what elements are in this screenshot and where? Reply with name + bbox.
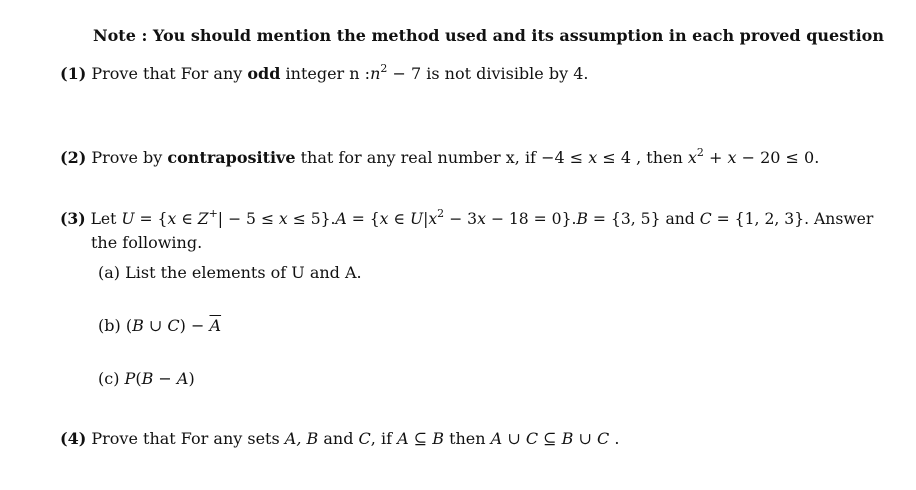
part-b-label: (b) bbox=[98, 316, 121, 335]
question-3-x5: x bbox=[477, 210, 486, 228]
question-3-text-5: ≤ 5}. bbox=[287, 210, 336, 228]
question-3-C: C bbox=[699, 210, 712, 228]
part-c-close-paren: ) bbox=[188, 369, 195, 388]
question-4-subset-1: ⊆ bbox=[408, 429, 433, 448]
note-text: You should mention the method used and its assumption in each proved question bbox=[152, 26, 884, 45]
question-3-text-11: = {3, 5} and bbox=[587, 210, 700, 228]
question-3-zsup: + bbox=[208, 206, 218, 220]
question-3 bbox=[60, 206, 874, 229]
question-4-number: (4) bbox=[60, 429, 87, 448]
question-4-B2: B bbox=[561, 429, 574, 448]
question-4-union-1: ∪ bbox=[502, 429, 526, 448]
question-3-U2: U bbox=[409, 210, 424, 228]
part-a-label: (a) bbox=[98, 263, 121, 282]
question-3-x4: x bbox=[428, 210, 438, 228]
question-3-text-12: = {1, 2, 3}. Answer bbox=[711, 210, 874, 228]
question-3-line-2: the following. bbox=[91, 233, 203, 252]
question-4-A2: A bbox=[490, 429, 503, 448]
question-3-text-10: − 18 = 0}. bbox=[485, 210, 577, 228]
question-3-part-b bbox=[98, 316, 221, 336]
part-c-A: A bbox=[176, 369, 189, 388]
part-c-label: (c) bbox=[98, 369, 120, 388]
part-b-union: ∪ bbox=[143, 316, 168, 335]
question-1-number: (1) bbox=[60, 64, 87, 83]
question-3-text-3: ∈ bbox=[176, 210, 198, 228]
question-4-C: C bbox=[358, 429, 371, 448]
question-4-sets: A, B bbox=[284, 429, 319, 448]
question-1-exponent: 2 bbox=[380, 61, 388, 75]
part-b-A-complement: $\overline{A}$ bbox=[209, 316, 222, 335]
question-4-subset-2: ⊆ bbox=[538, 429, 562, 448]
question-4-C3: C bbox=[596, 429, 610, 448]
question-3-A: A bbox=[335, 210, 347, 228]
question-3-x1: x bbox=[167, 210, 177, 228]
question-3-text-7: ∈ bbox=[388, 210, 410, 228]
question-4-text-5: then bbox=[443, 429, 491, 448]
question-3-U: U bbox=[121, 210, 135, 228]
question-1 bbox=[60, 61, 589, 84]
question-4-text-2: and bbox=[318, 429, 359, 448]
question-1-text-a: Prove that For any bbox=[91, 64, 243, 83]
question-4-B: B bbox=[432, 429, 444, 448]
question-4 bbox=[60, 429, 619, 449]
question-4-union-2: ∪ bbox=[573, 429, 597, 448]
question-2-text-b: that for any real number x, if −4 ≤ bbox=[300, 148, 589, 167]
question-3-text-6: = { bbox=[346, 210, 380, 228]
question-2-var-x1: x bbox=[588, 148, 598, 167]
question-3-part-c bbox=[98, 369, 195, 389]
question-1-text-c: − 7 is not divisible by 4. bbox=[387, 64, 589, 83]
question-3-part-a bbox=[98, 263, 362, 283]
question-2 bbox=[60, 145, 820, 168]
part-c-B: B bbox=[141, 369, 154, 388]
question-2-text-d: + bbox=[703, 148, 728, 167]
question-3-text-8: | bbox=[423, 210, 429, 228]
question-4-end: . bbox=[609, 429, 620, 448]
part-c-open-paren: ( bbox=[135, 369, 142, 388]
question-2-var-x2: x bbox=[687, 148, 697, 167]
question-1-keyword: odd bbox=[247, 64, 281, 83]
question-2-text-a: Prove by bbox=[91, 148, 163, 167]
question-3-Z: Z bbox=[197, 210, 209, 228]
part-c-P: P bbox=[124, 369, 136, 388]
question-4-A: A bbox=[397, 429, 409, 448]
question-3-number: (3) bbox=[60, 209, 86, 228]
question-3-B: B bbox=[576, 210, 588, 228]
question-2-var-x3: x bbox=[727, 148, 737, 167]
question-2-text-c: ≤ 4 , then bbox=[597, 148, 688, 167]
question-1-var-n: n bbox=[370, 64, 381, 83]
question-2-number: (2) bbox=[60, 148, 87, 167]
question-3-exponent: 2 bbox=[437, 206, 445, 220]
question-3-text-2: = { bbox=[134, 210, 168, 228]
question-2-keyword: contrapositive bbox=[167, 148, 296, 167]
question-3-text-1: Let bbox=[90, 210, 122, 228]
question-3-text-4: | − 5 ≤ bbox=[217, 210, 279, 228]
question-4-C2: C bbox=[525, 429, 539, 448]
question-4-text-3: , if bbox=[370, 429, 398, 448]
note-label: Note : bbox=[93, 26, 153, 45]
part-c-minus: − bbox=[153, 369, 177, 388]
question-3-x3: x bbox=[379, 210, 389, 228]
part-a-text: List the elements of U and A. bbox=[125, 263, 362, 282]
question-1-text-b: integer n : bbox=[285, 64, 371, 83]
question-4-text-1: Prove that For any sets bbox=[91, 429, 285, 448]
part-b-B: B bbox=[132, 316, 144, 335]
part-b-open-paren: ( bbox=[125, 316, 133, 335]
question-2-text-e: − 20 ≤ 0. bbox=[736, 148, 820, 167]
question-2-exponent: 2 bbox=[696, 145, 704, 159]
part-b-minus: ) − bbox=[179, 316, 210, 335]
question-3-x2: x bbox=[278, 210, 288, 228]
question-3-text-9: − 3 bbox=[444, 210, 478, 228]
note-line bbox=[93, 26, 884, 46]
part-b-C: C bbox=[167, 316, 180, 335]
